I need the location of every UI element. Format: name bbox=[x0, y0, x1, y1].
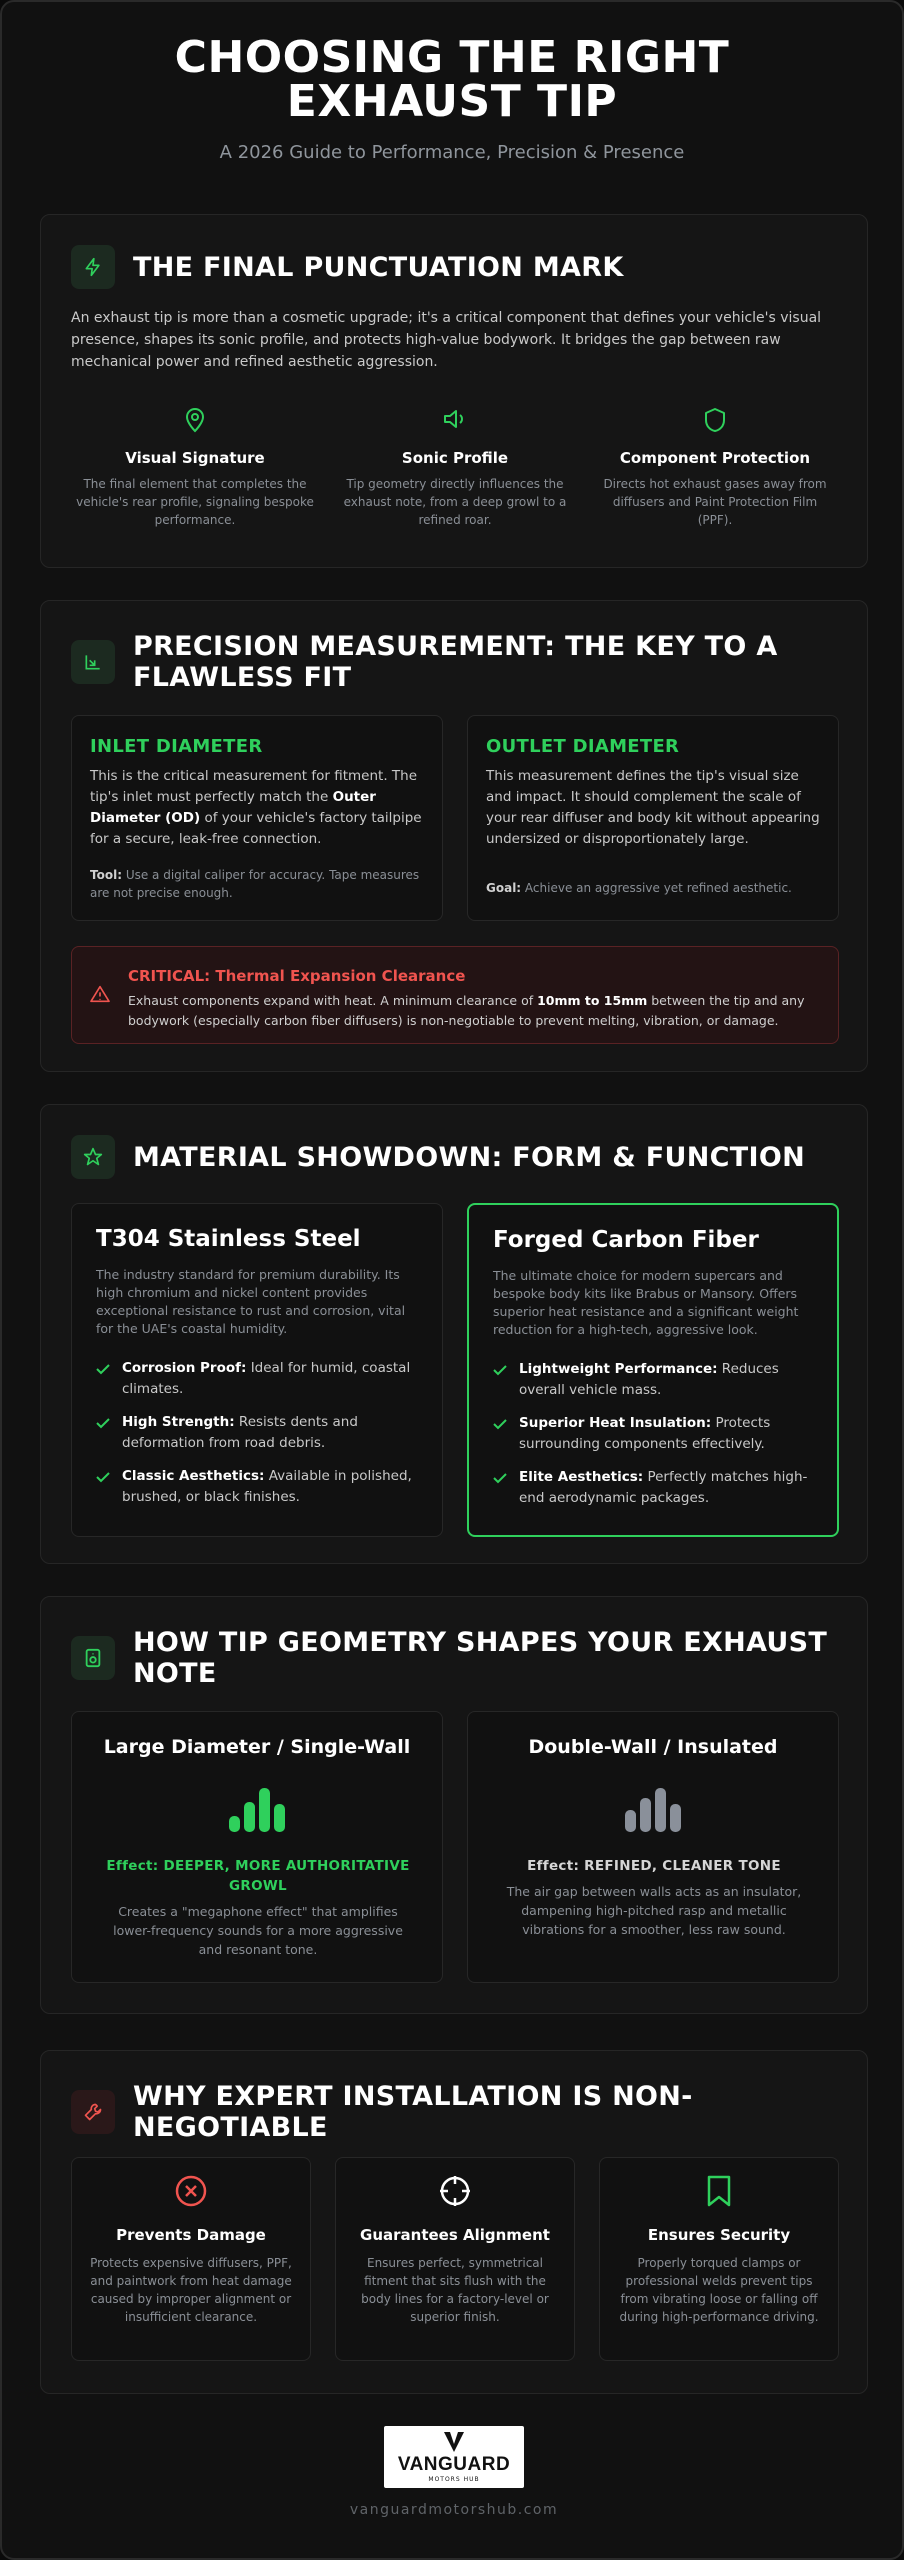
brand-logo bbox=[384, 2426, 524, 2488]
footer-url[interactable]: vanguardmotorshub.com bbox=[349, 2502, 559, 2518]
feature-title: Visual Signature bbox=[125, 449, 265, 467]
card-title: INLET DIAMETER bbox=[90, 736, 263, 757]
geometry-desc: The air gap between walls acts as an insulator, dampening high-pitched rasp and metallic vibrations for a smoother, less raw sound. bbox=[506, 1884, 802, 1937]
section-title: PRECISION MEASUREMENT: THE KEY TO A FLAWLESS FIT bbox=[133, 631, 778, 693]
material-bullet: Corrosion Proof: Ideal for humid, coastal climates. bbox=[96, 1358, 416, 1400]
card-carbon-fiber bbox=[467, 1203, 839, 1537]
warning-icon bbox=[90, 985, 110, 1007]
section-title: THE FINAL PUNCTUATION MARK bbox=[133, 251, 624, 283]
ruler-icon bbox=[71, 640, 115, 684]
bookmark-icon bbox=[600, 2174, 838, 2208]
check-icon bbox=[96, 1466, 122, 1508]
section-header bbox=[71, 2081, 831, 2143]
thermal-clearance-alert bbox=[71, 946, 839, 1044]
alert-title: CRITICAL: Thermal Expansion Clearance bbox=[128, 967, 466, 985]
x-circle-icon bbox=[72, 2174, 310, 2208]
section-header bbox=[71, 245, 624, 289]
speaker-box-icon bbox=[71, 1636, 115, 1680]
card-text: This measurement defines the tip's visual size and impact. It should complement the scale of your rear diffuser and body kit without appearing undersized or disproportionately large. bbox=[486, 768, 820, 847]
section-header bbox=[71, 631, 831, 693]
feature-text: The final element that completes the vehicle's rear profile, signaling bespoke performance. bbox=[76, 477, 314, 527]
card-note: Goal: Achieve an aggressive yet refined aesthetic. bbox=[486, 881, 792, 895]
geometry-effect: Effect: DEEPER, MORE AUTHORITATIVE GROWL bbox=[106, 1858, 410, 1894]
feature-text: Directs hot exhaust gases away from diffusers and Paint Protection Film (PPF). bbox=[603, 477, 827, 527]
logo-subtext: MOTORS HUB bbox=[428, 2476, 480, 2483]
section-material-showdown bbox=[40, 1104, 868, 1564]
geometry-desc: Creates a "megaphone effect" that amplifies lower-frequency sounds for a more aggressive and resonant tone. bbox=[113, 1904, 403, 1957]
section-final-punctuation bbox=[40, 214, 868, 568]
card-inlet-diameter bbox=[71, 715, 443, 921]
feature-title: Component Protection bbox=[619, 449, 811, 467]
material-bullet: Superior Heat Insulation: Protects surrounding components effectively. bbox=[493, 1413, 813, 1455]
geometry-effect: Effect: REFINED, CLEANER TONE bbox=[527, 1858, 781, 1874]
feature-title: Sonic Profile bbox=[401, 449, 509, 467]
material-bullet: Classic Aesthetics: Available in polished, brushed, or black finishes. bbox=[96, 1466, 416, 1508]
alert-text: Exhaust components expand with heat. A minimum clearance of 10mm to 15mm between the tip and any bodywork (especially carbon fiber diffusers) is non-negotiable to prevent melting, vibration, or damage. bbox=[128, 993, 805, 1028]
card-double-wall bbox=[467, 1711, 839, 1983]
card-note: Tool: Use a digital caliper for accuracy. Tape measures are not precise enough. bbox=[90, 868, 420, 900]
page-title: CHOOSING THE RIGHT EXHAUST TIP bbox=[174, 32, 730, 127]
material-bullet: High Strength: Resists dents and deformation from road debris. bbox=[96, 1412, 416, 1454]
material-desc: The ultimate choice for modern supercars and bespoke body kits like Brabus or Mansory. Offers superior heat resistance and a significant weight reduction for a high-tech, aggressive look. bbox=[493, 1268, 799, 1337]
hero-header bbox=[2, 2, 902, 163]
check-icon bbox=[493, 1467, 519, 1509]
sound-bars-icon bbox=[625, 1788, 683, 1836]
geometry-title: Double-Wall / Insulated bbox=[528, 1736, 778, 1758]
wrench-icon bbox=[71, 2090, 115, 2134]
section-title: MATERIAL SHOWDOWN: FORM & FUNCTION bbox=[133, 1141, 805, 1173]
feature-visual-signature bbox=[75, 407, 315, 529]
check-icon bbox=[493, 1359, 519, 1401]
feature-text: Tip geometry directly influences the exhaust note, from a deep growl to a refined roar. bbox=[343, 477, 567, 527]
geometry-title: Large Diameter / Single-Wall bbox=[103, 1736, 411, 1758]
check-icon bbox=[96, 1358, 122, 1400]
material-bullet: Lightweight Performance: Reduces overall vehicle mass. bbox=[493, 1359, 813, 1401]
install-title: Ensures Security bbox=[647, 2226, 791, 2244]
section-expert-installation bbox=[40, 2050, 868, 2394]
logo-name: VANGUARD bbox=[397, 2454, 511, 2475]
material-title: Forged Carbon Fiber bbox=[493, 1227, 759, 1253]
install-guarantees-alignment bbox=[335, 2157, 575, 2361]
card-stainless-steel bbox=[71, 1203, 443, 1537]
section-header bbox=[71, 1627, 831, 1689]
card-outlet-diameter bbox=[467, 715, 839, 921]
install-ensures-security bbox=[599, 2157, 839, 2361]
section-header bbox=[71, 1135, 805, 1179]
feature-component-protection bbox=[595, 407, 835, 529]
install-title: Guarantees Alignment bbox=[360, 2226, 550, 2244]
section-precision-measurement bbox=[40, 600, 868, 1072]
page-subtitle: A 2026 Guide to Performance, Precision & Presence bbox=[219, 142, 685, 163]
check-icon bbox=[96, 1412, 122, 1454]
star-icon bbox=[71, 1135, 115, 1179]
shield-icon bbox=[595, 407, 835, 437]
lightning-icon bbox=[71, 245, 115, 289]
location-pin-icon bbox=[75, 407, 315, 437]
section-title: WHY EXPERT INSTALLATION IS NON-NEGOTIABLE bbox=[133, 2081, 693, 2143]
section-tip-geometry bbox=[40, 1596, 868, 2014]
check-icon bbox=[493, 1413, 519, 1455]
install-text: Ensures perfect, symmetrical fitment that sits flush with the body lines for a factory-level or superior finish. bbox=[361, 2256, 549, 2324]
section-title: HOW TIP GEOMETRY SHAPES YOUR EXHAUST NOTE bbox=[133, 1627, 828, 1689]
install-text: Protects expensive diffusers, PPF, and paintwork from heat damage caused by improper alignment or insufficient clearance. bbox=[90, 2256, 292, 2324]
card-title: OUTLET DIAMETER bbox=[486, 736, 680, 757]
install-text: Properly torqued clamps or professional welds prevent tips from vibrating loose or falling off during high-performance driving. bbox=[619, 2256, 819, 2324]
card-large-diameter bbox=[71, 1711, 443, 1983]
material-desc: The industry standard for premium durability. Its high chromium and nickel content provides exceptional resistance to rust and corrosion, vital for the UAE's coastal humidity. bbox=[96, 1267, 406, 1336]
crosshair-icon bbox=[336, 2174, 574, 2208]
install-title: Prevents Damage bbox=[116, 2226, 266, 2244]
sound-bars-icon bbox=[229, 1788, 287, 1836]
install-prevents-damage bbox=[71, 2157, 311, 2361]
material-bullet: Elite Aesthetics: Perfectly matches high-end aerodynamic packages. bbox=[493, 1467, 813, 1509]
section-intro: An exhaust tip is more than a cosmetic upgrade; it's a critical component that defines your vehicle's visual presence, shapes its sonic profile, and protects high-value bodywork. It bridges the gap between raw mechanical power and refined aesthetic aggression. bbox=[71, 310, 822, 370]
speaker-icon bbox=[335, 407, 575, 437]
material-title: T304 Stainless Steel bbox=[96, 1226, 361, 1252]
feature-sonic-profile bbox=[335, 407, 575, 529]
card-text: This is the critical measurement for fitment. The tip's inlet must perfectly match the Outer Diameter (OD) of your vehicle's factory tailpipe for a secure, leak-free connection. bbox=[90, 768, 422, 847]
